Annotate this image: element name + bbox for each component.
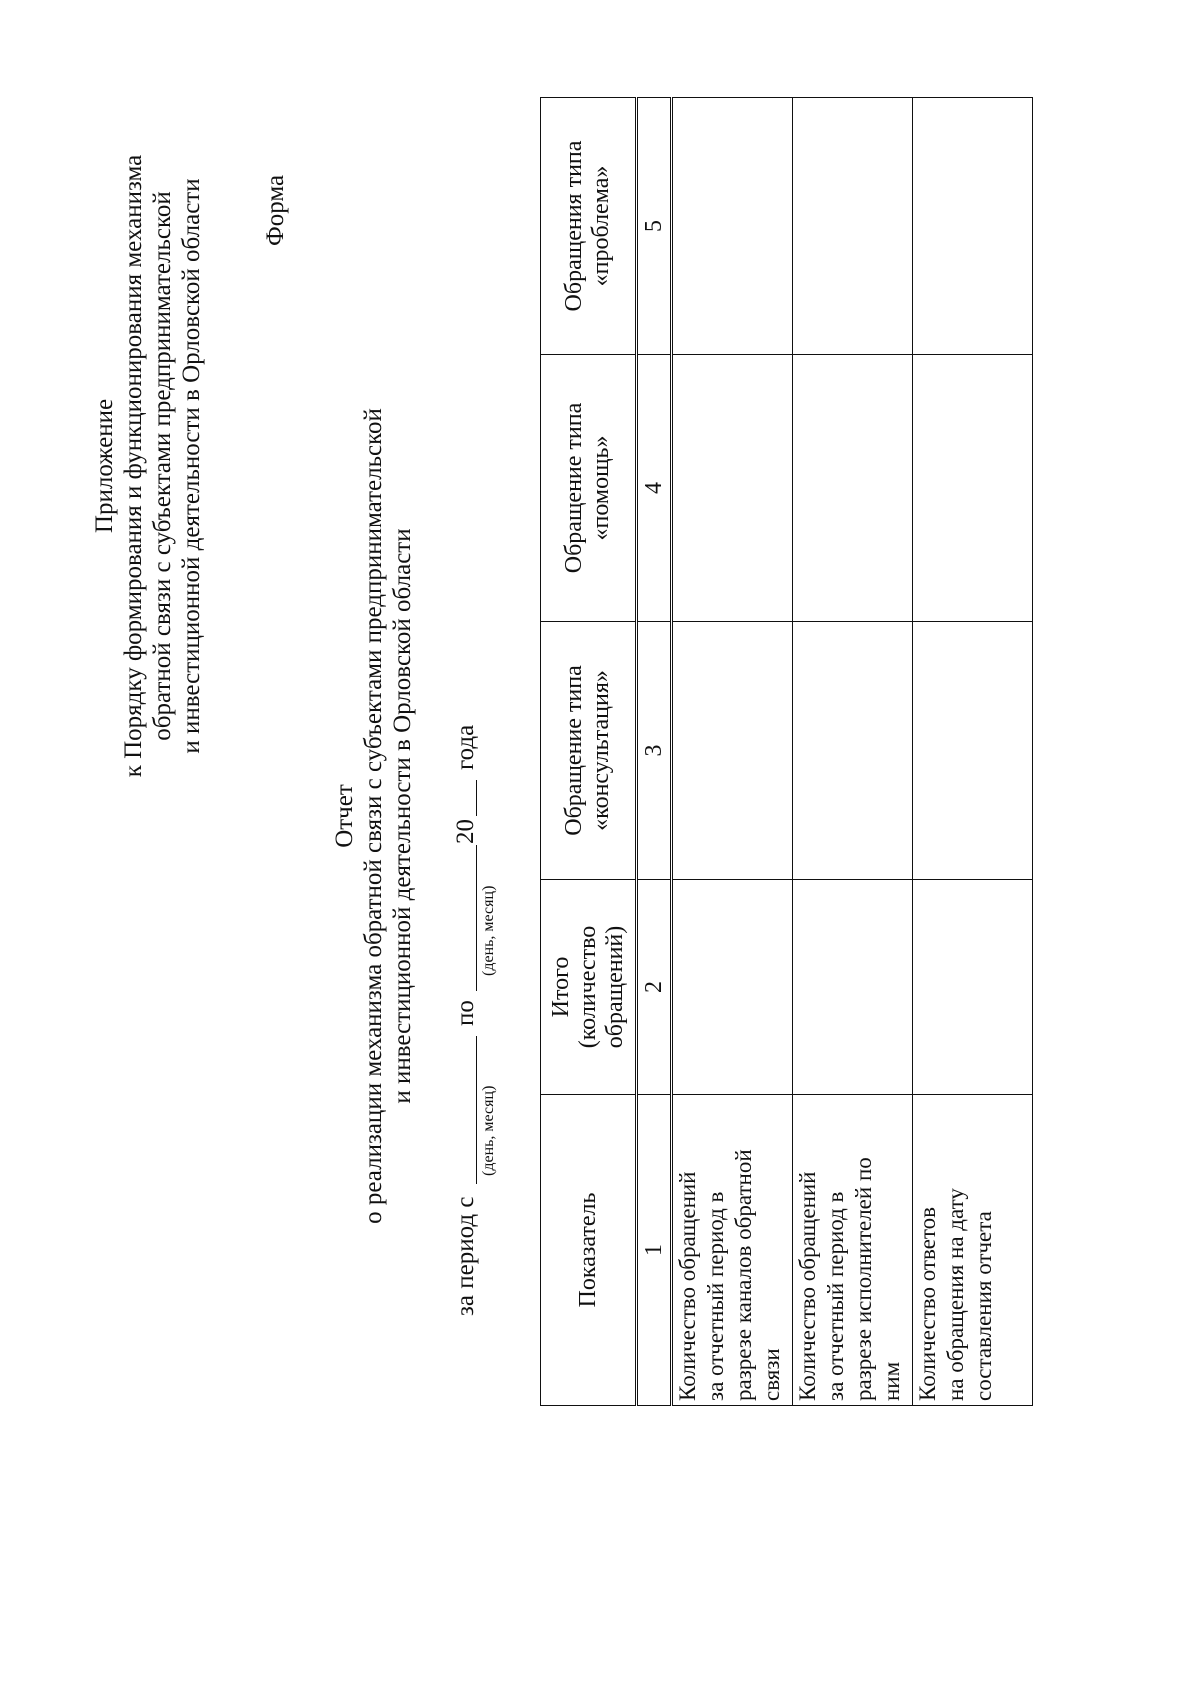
column-header-line: Обращение типа bbox=[561, 665, 587, 836]
column-header bbox=[541, 355, 637, 622]
column-header bbox=[541, 622, 637, 880]
indicator-label-line: Количество обращений bbox=[675, 1171, 700, 1401]
value-cell[interactable] bbox=[913, 622, 1033, 880]
report-title bbox=[330, 66, 417, 1566]
period-prefix: за период с bbox=[452, 1196, 479, 1316]
indicator-label bbox=[793, 1095, 913, 1406]
column-header-line: Обращение типа bbox=[561, 402, 587, 574]
indicator-label-line: связи bbox=[759, 1348, 784, 1401]
year-blank[interactable] bbox=[476, 780, 477, 816]
indicator-label bbox=[913, 1095, 1033, 1406]
end-date-hint: (день, месяц) bbox=[480, 885, 497, 976]
end-date-blank[interactable] bbox=[476, 845, 477, 991]
appendix-line: к Порядку формирования и функционирования механизма bbox=[120, 154, 147, 778]
indicator-label-line: Количество ответов bbox=[915, 1206, 940, 1401]
column-number: 2 bbox=[637, 880, 672, 1095]
value-cell[interactable] bbox=[913, 355, 1033, 622]
value-cell[interactable] bbox=[793, 355, 913, 622]
indicator-label-line: за отчетный период в bbox=[823, 1191, 848, 1401]
year-prefix: 20 bbox=[452, 819, 479, 844]
column-number: 5 bbox=[637, 98, 672, 355]
start-date-hint: (день, месяц) bbox=[480, 1085, 497, 1176]
indicator-label-line: за отчетный период в bbox=[703, 1191, 728, 1401]
report-title-main: Отчет bbox=[331, 784, 358, 848]
value-cell[interactable] bbox=[793, 98, 913, 355]
indicator-label-line: составления отчета bbox=[971, 1211, 996, 1401]
value-cell[interactable] bbox=[793, 880, 913, 1095]
form-label: Форма bbox=[262, 174, 289, 246]
period-middle: по bbox=[452, 1000, 479, 1026]
appendix-line: обратной связи с субъектами предпринимательской bbox=[149, 191, 176, 741]
column-header-line: Обращения типа bbox=[561, 140, 587, 312]
appendix-line: и инвестиционной деятельности в Орловской области bbox=[178, 178, 205, 754]
column-header-line: (количество bbox=[574, 925, 601, 1049]
indicator-label-line: Количество обращений bbox=[795, 1171, 820, 1401]
value-cell[interactable] bbox=[672, 98, 793, 355]
table-row bbox=[672, 98, 793, 1406]
start-date-blank[interactable] bbox=[476, 1036, 477, 1184]
appendix-title: Приложение bbox=[91, 398, 118, 534]
value-cell[interactable] bbox=[793, 622, 913, 880]
value-cell[interactable] bbox=[913, 880, 1033, 1095]
value-cell[interactable] bbox=[672, 880, 793, 1095]
column-header bbox=[541, 98, 637, 355]
year-suffix: года bbox=[452, 724, 479, 770]
column-number-row bbox=[637, 98, 672, 1406]
appendix-header bbox=[90, 86, 206, 846]
column-header-line: Итого bbox=[547, 956, 574, 1018]
indicator-label-line: на обращения на дату bbox=[943, 1188, 968, 1401]
column-header-line: «проблема» bbox=[588, 165, 614, 287]
indicator-label-line: ним bbox=[879, 1361, 904, 1401]
column-header bbox=[541, 1095, 637, 1406]
value-cell[interactable] bbox=[913, 98, 1033, 355]
indicator-label-line: разрезе каналов обратной bbox=[731, 1149, 756, 1401]
column-number: 1 bbox=[637, 1095, 672, 1406]
report-title-line: о реализации механизма обратной связи с субъектами предпринимательской bbox=[360, 408, 387, 1224]
column-number: 3 bbox=[637, 622, 672, 880]
column-header-line: «консультация» bbox=[588, 670, 614, 831]
table-row bbox=[793, 98, 913, 1406]
column-header-line: «помощь» bbox=[588, 435, 614, 541]
indicator-label-line: разрезе исполнителей по bbox=[851, 1157, 876, 1401]
indicator-label bbox=[672, 1095, 793, 1406]
report-title-line: и инвестиционной деятельности в Орловской области bbox=[389, 528, 416, 1104]
column-header-line: обращений) bbox=[601, 925, 628, 1049]
column-header bbox=[541, 880, 637, 1095]
report-table bbox=[540, 97, 1033, 1406]
column-header-line: Показатель bbox=[574, 1192, 601, 1308]
table-body bbox=[672, 98, 1033, 1406]
column-number: 4 bbox=[637, 355, 672, 622]
header-row bbox=[541, 98, 637, 1406]
table-row bbox=[913, 98, 1033, 1406]
value-cell[interactable] bbox=[672, 622, 793, 880]
value-cell[interactable] bbox=[672, 355, 793, 622]
